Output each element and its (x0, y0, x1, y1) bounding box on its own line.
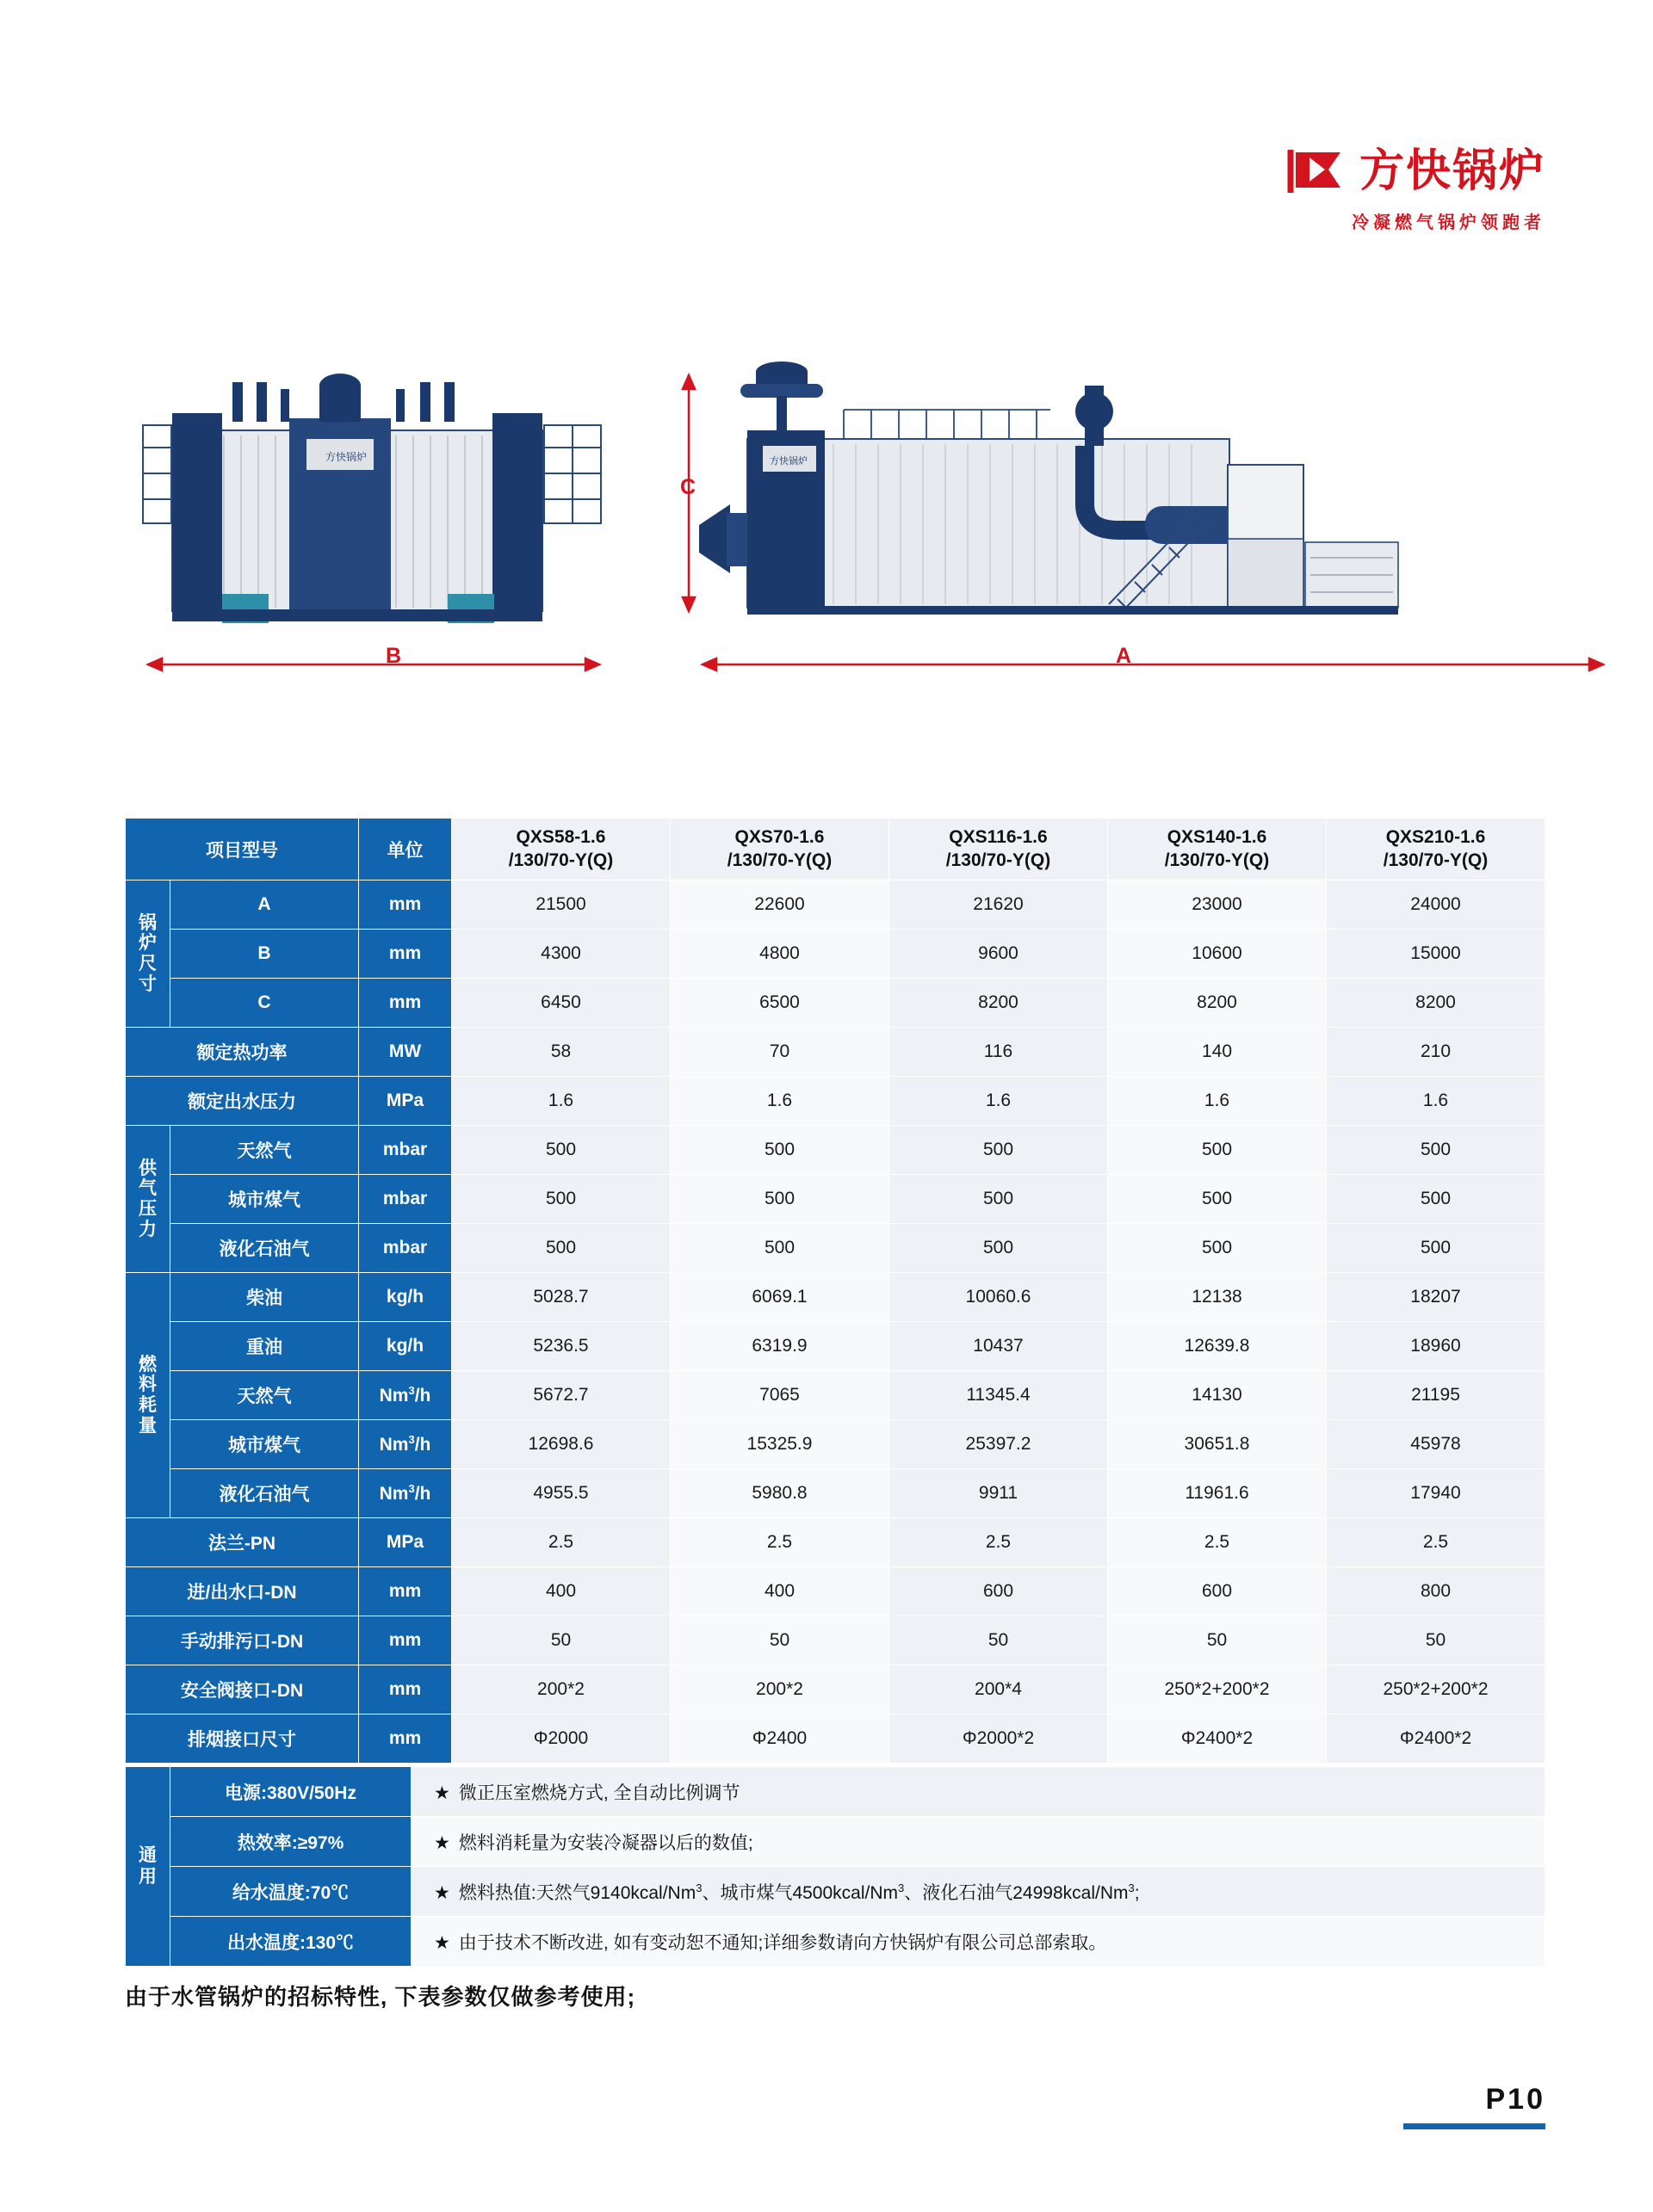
model-head-0: QXS58-1.6 /130/70-Y(Q) (452, 819, 671, 880)
row-label: 法兰-PN (126, 1518, 359, 1567)
table-row (126, 930, 1545, 979)
header-unit: 单位 (359, 819, 452, 880)
note-text: ★ 燃料热值:天然气9140kcal/Nm$^3$、城市煤气4500kcal/Nm$^3$、液化石油气24998kcal/Nm$^3$; (412, 1867, 1545, 1917)
star-icon: ★ (434, 1932, 450, 1953)
cell-value: 11961.6 (1108, 1469, 1327, 1518)
table-row (126, 1224, 1545, 1273)
cell-value: 800 (1327, 1567, 1545, 1616)
row-unit: MPa (359, 1518, 452, 1567)
cell-value: 500 (1327, 1126, 1545, 1175)
brand-tagline: 冷凝燃气锅炉领跑者 (1352, 213, 1545, 232)
table-row (126, 1567, 1545, 1616)
cell-value: Φ2000*2 (889, 1715, 1108, 1764)
cell-value: 21620 (889, 880, 1108, 930)
group-label-fuel: 燃 料 耗 量 (126, 1273, 170, 1518)
table-row (126, 1616, 1545, 1665)
cell-value: 500 (889, 1126, 1108, 1175)
cell-value: 5672.7 (452, 1371, 671, 1420)
row-label: 液化石油气 (170, 1224, 359, 1273)
row-unit: mm (359, 880, 452, 930)
cell-value: 1.6 (1108, 1077, 1327, 1126)
star-icon: ★ (434, 1882, 450, 1903)
row-label: 城市煤气 (170, 1175, 359, 1224)
cell-value: 500 (452, 1175, 671, 1224)
note-row (126, 1917, 1545, 1967)
cell-value: 2.5 (671, 1518, 889, 1567)
table-row (126, 1175, 1545, 1224)
cell-value: 400 (671, 1567, 889, 1616)
page-number: P10 (1485, 2083, 1545, 2116)
star-icon: ★ (434, 1783, 450, 1803)
cell-value: 2.5 (1327, 1518, 1545, 1567)
cell-value: 600 (1108, 1567, 1327, 1616)
note-row (126, 1867, 1545, 1917)
cell-value: 200*4 (889, 1665, 1108, 1715)
cell-value: 12698.6 (452, 1420, 671, 1469)
cell-value: 50 (452, 1616, 671, 1665)
row-label: 额定出水压力 (126, 1077, 359, 1126)
row-label: 排烟接口尺寸 (126, 1715, 359, 1764)
cell-value: 50 (1327, 1616, 1545, 1665)
note-key: 电源:380V/50Hz (170, 1767, 412, 1817)
row-unit: mbar (359, 1175, 452, 1224)
row-unit: kg/h (359, 1322, 452, 1371)
row-label: A (170, 880, 359, 930)
row-unit: Nm$^3$/h (359, 1469, 452, 1518)
row-unit: mm (359, 979, 452, 1028)
row-label: 天然气 (170, 1126, 359, 1175)
cell-value: 50 (1108, 1616, 1327, 1665)
cell-value: 200*2 (671, 1665, 889, 1715)
cell-value: Φ2400 (671, 1715, 889, 1764)
group-label-gas_pressure: 供 气 压 力 (126, 1126, 170, 1273)
cell-value: 5980.8 (671, 1469, 889, 1518)
cell-value: 58 (452, 1028, 671, 1077)
cell-value: 22600 (671, 880, 889, 930)
table-row (126, 1715, 1545, 1764)
model-head-1: QXS70-1.6 /130/70-Y(Q) (671, 819, 889, 880)
cell-value: 17940 (1327, 1469, 1545, 1518)
cell-value: 21500 (452, 880, 671, 930)
cell-value: 500 (1327, 1175, 1545, 1224)
table-row (126, 1273, 1545, 1322)
cell-value: 6319.9 (671, 1322, 889, 1371)
cell-value: 6500 (671, 979, 889, 1028)
cell-value: 8200 (1327, 979, 1545, 1028)
row-unit: mm (359, 1616, 452, 1665)
row-label: C (170, 979, 359, 1028)
note-row (126, 1817, 1545, 1867)
table-row (126, 1028, 1545, 1077)
cell-value: 9600 (889, 930, 1108, 979)
cell-value: 45978 (1327, 1420, 1545, 1469)
cell-value: 11345.4 (889, 1371, 1108, 1420)
row-unit: Nm$^3$/h (359, 1371, 452, 1420)
note-key: 给水温度:70℃ (170, 1867, 412, 1917)
cell-value: 500 (1108, 1126, 1327, 1175)
svg-text:方快锅炉: 方快锅炉 (325, 451, 368, 463)
cell-value: 500 (1327, 1224, 1545, 1273)
note-key: 出水温度:130℃ (170, 1917, 412, 1967)
cell-value: 50 (889, 1616, 1108, 1665)
cell-value: 1.6 (671, 1077, 889, 1126)
cell-value: 500 (671, 1175, 889, 1224)
cell-value: 2.5 (1108, 1518, 1327, 1567)
cell-value: 21195 (1327, 1371, 1545, 1420)
note-text: ★ 由于技术不断改进, 如有变动恕不通知;详细参数请向方快锅炉有限公司总部索取。 (412, 1917, 1545, 1967)
row-label: 手动排污口-DN (126, 1616, 359, 1665)
cell-value: 2.5 (452, 1518, 671, 1567)
cell-value: 500 (671, 1126, 889, 1175)
row-unit: Nm$^3$/h (359, 1420, 452, 1469)
cell-value: 15000 (1327, 930, 1545, 979)
cell-value: Φ2000 (452, 1715, 671, 1764)
row-unit: MW (359, 1028, 452, 1077)
cell-value: Φ2400*2 (1108, 1715, 1327, 1764)
cell-value: 9911 (889, 1469, 1108, 1518)
note-text: ★ 燃料消耗量为安装冷凝器以后的数值; (412, 1817, 1545, 1867)
cell-value: 500 (452, 1126, 671, 1175)
cell-value: 6450 (452, 979, 671, 1028)
cell-value: 5236.5 (452, 1322, 671, 1371)
table-row (126, 1371, 1545, 1420)
row-label: 天然气 (170, 1371, 359, 1420)
table-row (126, 880, 1545, 930)
row-label: B (170, 930, 359, 979)
svg-text:方快锅炉: 方快锅炉 (770, 456, 808, 466)
cell-value: 140 (1108, 1028, 1327, 1077)
cell-value: 4955.5 (452, 1469, 671, 1518)
table-row (126, 1469, 1545, 1518)
general-notes-table (125, 1766, 1545, 1967)
cell-value: 18207 (1327, 1273, 1545, 1322)
cell-value: 10437 (889, 1322, 1108, 1371)
page-accent-bar (1403, 2123, 1545, 2129)
cell-value: 18960 (1327, 1322, 1545, 1371)
table-row (126, 1077, 1545, 1126)
footer-note: 由于水管锅炉的招标特性, 下表参数仅做参考使用; (125, 1984, 636, 2010)
note-text: ★ 微正压室燃烧方式, 全自动比例调节 (412, 1767, 1545, 1817)
cell-value: 200*2 (452, 1665, 671, 1715)
cell-value: Φ2400*2 (1327, 1715, 1545, 1764)
row-label: 城市煤气 (170, 1420, 359, 1469)
model-head-3: QXS140-1.6 /130/70-Y(Q) (1108, 819, 1327, 880)
row-unit: mm (359, 1715, 452, 1764)
cell-value: 10060.6 (889, 1273, 1108, 1322)
model-head-2: QXS116-1.6 /130/70-Y(Q) (889, 819, 1108, 880)
dimension-label-b: B (386, 644, 402, 668)
cell-value: 8200 (1108, 979, 1327, 1028)
row-unit: MPa (359, 1077, 452, 1126)
cell-value: 12138 (1108, 1273, 1327, 1322)
row-unit: mbar (359, 1224, 452, 1273)
star-icon: ★ (434, 1832, 450, 1853)
cell-value: 10600 (1108, 930, 1327, 979)
cell-value: 250*2+200*2 (1108, 1665, 1327, 1715)
cell-value: 210 (1327, 1028, 1545, 1077)
cell-value: 500 (1108, 1175, 1327, 1224)
cell-value: 25397.2 (889, 1420, 1108, 1469)
row-label: 重油 (170, 1322, 359, 1371)
cell-value: 4800 (671, 930, 889, 979)
header-item: 项目型号 (126, 819, 359, 880)
dimension-label-c: C (680, 475, 696, 499)
cell-value: 500 (452, 1224, 671, 1273)
cell-value: 4300 (452, 930, 671, 979)
cell-value: 400 (452, 1567, 671, 1616)
cell-value: 14130 (1108, 1371, 1327, 1420)
row-unit: mm (359, 1665, 452, 1715)
row-unit: mbar (359, 1126, 452, 1175)
cell-value: 1.6 (889, 1077, 1108, 1126)
cell-value: 24000 (1327, 880, 1545, 930)
cell-value: 116 (889, 1028, 1108, 1077)
specification-table (125, 818, 1545, 1764)
cell-value: 7065 (671, 1371, 889, 1420)
row-unit: mm (359, 1567, 452, 1616)
cell-value: 500 (889, 1224, 1108, 1273)
fk-flag-icon (1287, 146, 1344, 196)
cell-value: 8200 (889, 979, 1108, 1028)
table-row (126, 1665, 1545, 1715)
model-head-4: QXS210-1.6 /130/70-Y(Q) (1327, 819, 1545, 880)
cell-value: 70 (671, 1028, 889, 1077)
cell-value: 15325.9 (671, 1420, 889, 1469)
note-group-label: 通 用 (126, 1767, 170, 1967)
row-unit: kg/h (359, 1273, 452, 1322)
table-row (126, 979, 1545, 1028)
cell-value: 500 (671, 1224, 889, 1273)
cell-value: 30651.8 (1108, 1420, 1327, 1469)
row-label: 进/出水口-DN (126, 1567, 359, 1616)
group-label-size: 锅 炉 尺 寸 (126, 880, 170, 1028)
cell-value: 50 (671, 1616, 889, 1665)
logo-row (1287, 146, 1545, 196)
product-illustrations (0, 327, 1653, 723)
cell-value: 600 (889, 1567, 1108, 1616)
cell-value: 2.5 (889, 1518, 1108, 1567)
cell-value: 23000 (1108, 880, 1327, 930)
cell-value: 1.6 (452, 1077, 671, 1126)
side-view-drawing (680, 336, 1627, 697)
table-row (126, 1420, 1545, 1469)
row-label: 柴油 (170, 1273, 359, 1322)
brand-header (1287, 146, 1545, 233)
table-row (126, 1518, 1545, 1567)
table-row (126, 1126, 1545, 1175)
brand-name: 方快锅炉 (1359, 146, 1545, 196)
row-label: 安全阀接口-DN (126, 1665, 359, 1715)
cell-value: 5028.7 (452, 1273, 671, 1322)
cell-value: 6069.1 (671, 1273, 889, 1322)
cell-value: 250*2+200*2 (1327, 1665, 1545, 1715)
cell-value: 500 (1108, 1224, 1327, 1273)
table-row (126, 1322, 1545, 1371)
note-row (126, 1767, 1545, 1817)
note-key: 热效率:≥97% (170, 1817, 412, 1867)
page-number-block (1403, 2083, 1545, 2129)
cell-value: 1.6 (1327, 1077, 1545, 1126)
row-label: 液化石油气 (170, 1469, 359, 1518)
table-header-row (126, 819, 1545, 880)
cell-value: 12639.8 (1108, 1322, 1327, 1371)
dimension-label-a: A (1116, 644, 1132, 668)
cell-value: 500 (889, 1175, 1108, 1224)
row-label: 额定热功率 (126, 1028, 359, 1077)
row-unit: mm (359, 930, 452, 979)
